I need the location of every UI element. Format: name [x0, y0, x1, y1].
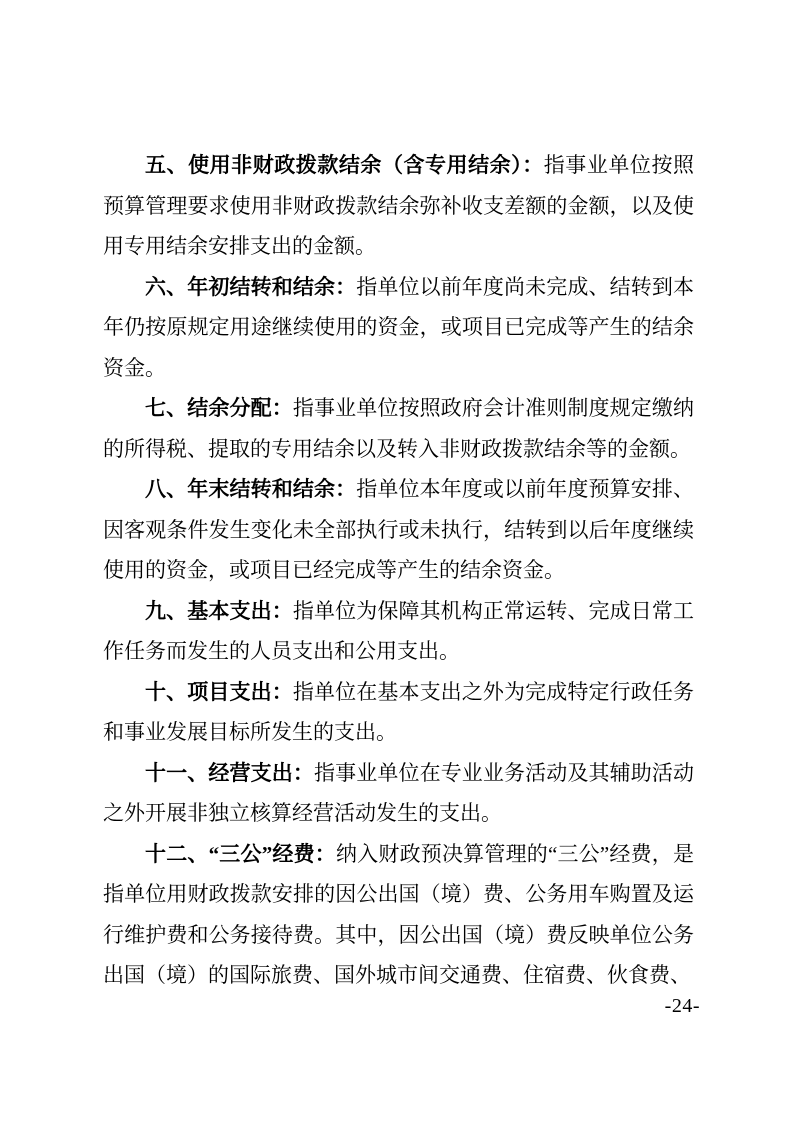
term-definition: 指事业单位在专业业务活动及其辅助活动之外开展非独立核算经营活动发生的支出。: [103, 760, 695, 825]
term-label: 七、结余分配：: [145, 396, 293, 420]
term-definition: 纳入财政预决算管理的“三公”经费，是指单位用财政拨款安排的因公出国（境）费、公务用车购置及运行维护费和公务接待费。其中，因公出国（境）费反映单位公务出国（境）的国际旅费、国外城市间交通费、住宿费、伙食费、: [103, 841, 694, 987]
definition-paragraph: [103, 267, 694, 389]
term-definition: 指单位以前年度尚未完成、结转到本年仍按原规定用途继续使用的资金，或项目已完成等产生的结余资金。: [103, 274, 695, 380]
term-label: 八、年末结转和结余：: [145, 477, 357, 501]
term-label: 九、基本支出：: [145, 598, 293, 623]
term-label: 十二、“三公”经费：: [145, 841, 336, 866]
term-label: 十、项目支出：: [145, 679, 293, 704]
definition-paragraph: [103, 591, 694, 672]
term-definition: 指单位为保障其机构正常运转、完成日常工作任务而发生的人员支出和公用支出。: [103, 598, 695, 663]
definition-paragraph: [103, 672, 694, 753]
definition-paragraph: [103, 388, 694, 469]
term-definition: 指事业单位按照政府会计准则制度规定缴纳的所得税、提取的专用结余以及转入非财政拨款结余等的金额。: [103, 396, 695, 461]
definition-paragraph: [103, 145, 694, 267]
definition-paragraph: [103, 469, 694, 591]
definition-paragraph: [103, 753, 694, 834]
document-body: [103, 145, 694, 996]
term-definition: 指单位在基本支出之外为完成特定行政任务和事业发展目标所发生的支出。: [103, 679, 695, 744]
definition-paragraph: [103, 834, 694, 996]
page-number: -24-: [664, 995, 700, 1017]
term-definition: 指事业单位按照预算管理要求使用非财政拨款结余弥补收支差额的金额，以及使用专用结余安排支出的金额。: [103, 153, 695, 258]
term-label: 六、年初结转和结余：: [145, 274, 357, 299]
term-label: 十一、经营支出：: [145, 760, 314, 785]
term-definition: 指单位本年度或以前年度预算安排、因客观条件发生变化未全部执行或未执行，结转到以后年度继续使用的资金，或项目已经完成等产生的结余资金。: [103, 477, 695, 582]
term-label: 五、使用非财政拨款结余（含专用结余）：: [145, 153, 544, 177]
